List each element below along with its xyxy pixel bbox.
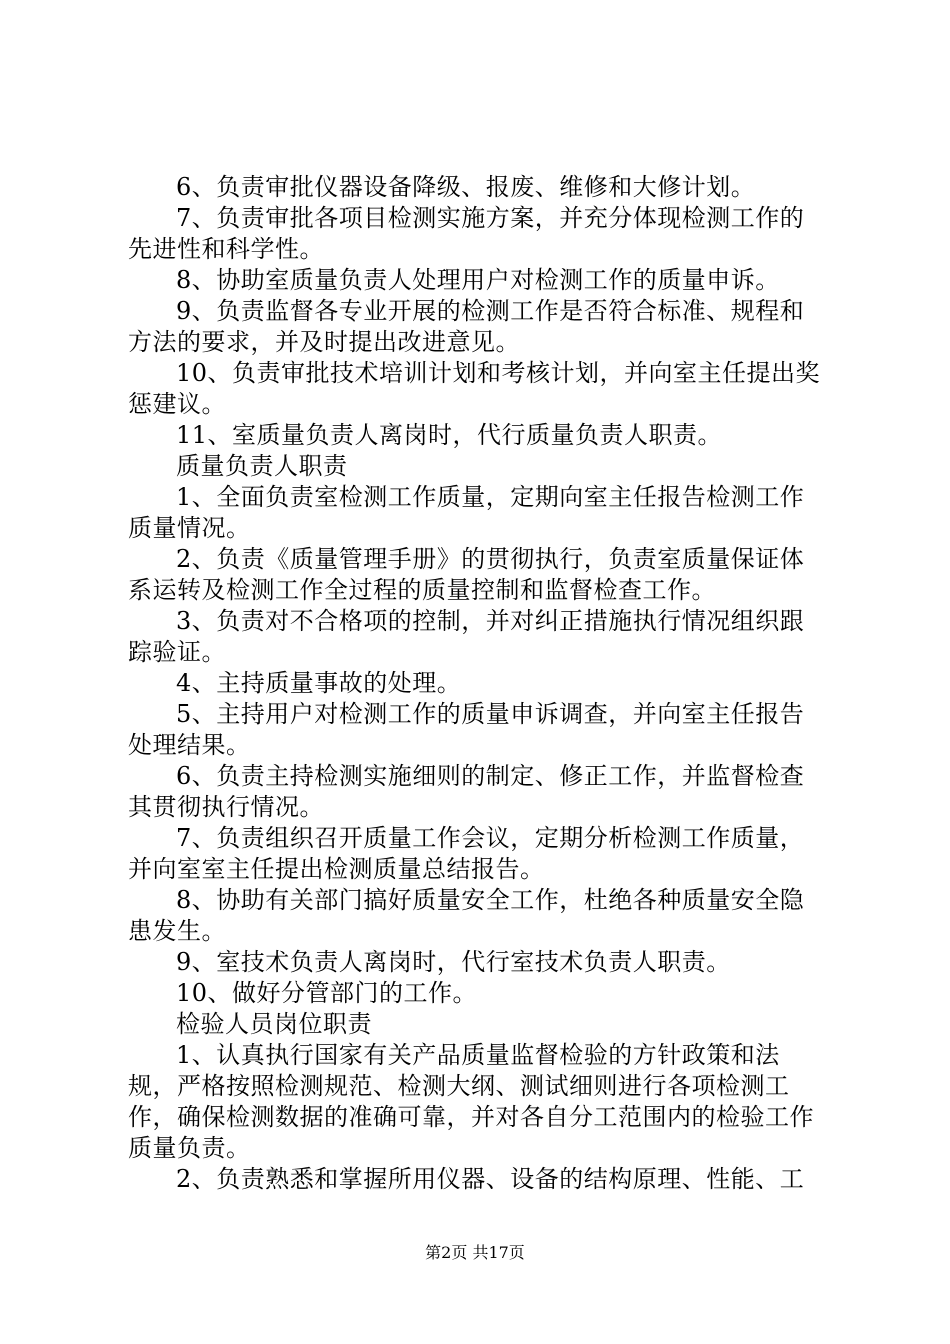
paragraph: 1、全面负责室检测工作质量，定期向室主任报告检测工作质量情况。	[128, 483, 805, 542]
paragraph: 9、室技术负责人离岗时，代行室技术负责人职责。	[176, 948, 731, 976]
paragraph: 2、负责《质量管理手册》的贯彻执行，负责室质量保证体系运转及检测工作全过程的质量控制和监督检查工作。	[128, 545, 805, 604]
paragraph: 6、负责主持检测实施细则的制定、修正工作，并监督检查其贯彻执行情况。	[128, 762, 805, 821]
paragraph: 11、室质量负责人离岗时，代行质量负责人职责。	[176, 421, 723, 449]
document-body	[128, 172, 828, 1195]
section-heading: 质量负责人职责	[176, 452, 348, 480]
section-heading: 检验人员岗位职责	[176, 1010, 372, 1038]
paragraph: 10、负责审批技术培训计划和考核计划，并向室主任提出奖惩建议。	[128, 359, 821, 418]
paragraph: 1、认真执行国家有关产品质量监督检验的方针政策和法规，严格按照检测规范、检测大纲、测试细则进行各项检测工作，确保检测数据的准确可靠，并对各自分工范围内的检验工作质量负责。	[128, 1041, 814, 1162]
paragraph: 7、负责审批各项目检测实施方案，并充分体现检测工作的先进性和科学性。	[128, 204, 805, 263]
paragraph: 8、协助室质量负责人处理用户对检测工作的质量申诉。	[176, 266, 780, 294]
paragraph: 5、主持用户对检测工作的质量申诉调查，并向室主任报告处理结果。	[128, 700, 805, 759]
paragraph: 6、负责审批仪器设备降级、报废、维修和大修计划。	[176, 173, 756, 201]
paragraph: 2、负责熟悉和掌握所用仪器、设备的结构原理、性能、工	[176, 1165, 805, 1193]
paragraph: 7、负责组织召开质量工作会议，定期分析检测工作质量，并向室室主任提出检测质量总结报告。	[128, 824, 805, 883]
page-footer: 第2页 共17页	[425, 1243, 525, 1262]
paragraph: 9、负责监督各专业开展的检测工作是否符合标准、规程和方法的要求，并及时提出改进意见。	[128, 297, 805, 356]
paragraph: 4、主持质量事故的处理。	[176, 669, 462, 697]
paragraph: 10、做好分管部门的工作。	[176, 979, 478, 1007]
paragraph: 8、协助有关部门搞好质量安全工作，杜绝各种质量安全隐患发生。	[128, 886, 805, 945]
paragraph: 3、负责对不合格项的控制，并对纠正措施执行情况组织跟踪验证。	[128, 607, 805, 666]
